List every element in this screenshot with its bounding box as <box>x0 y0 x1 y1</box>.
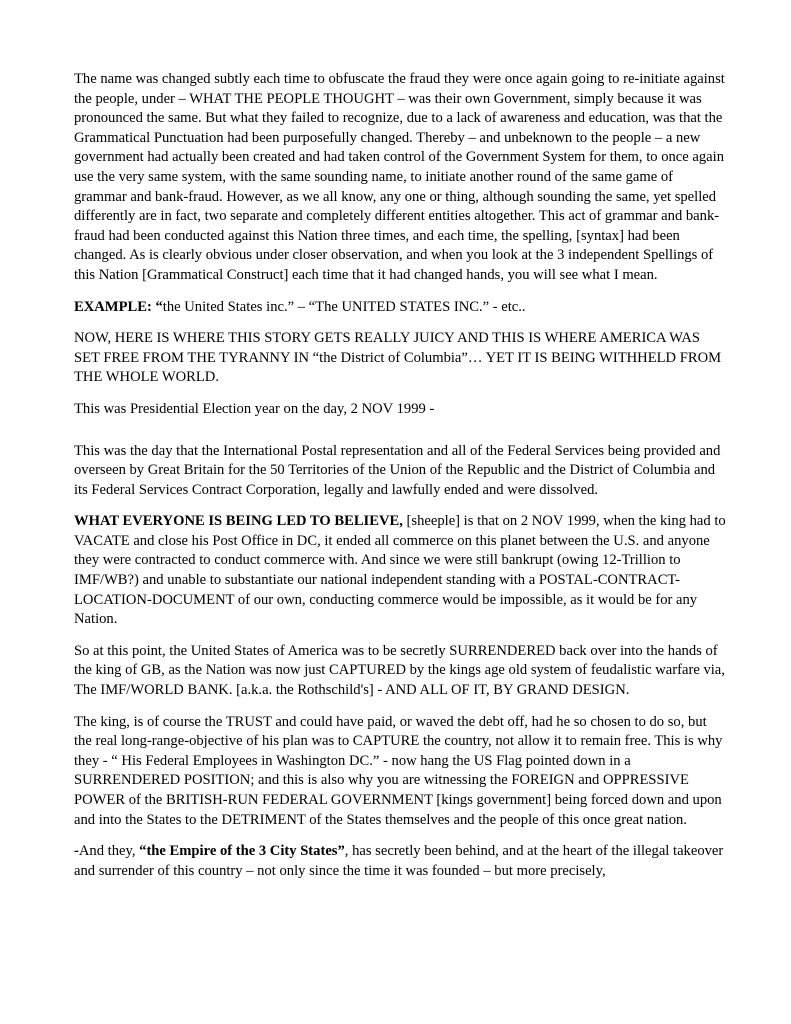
paragraph-juicy: NOW, HERE IS WHERE THIS STORY GETS REALLY JUICY AND THIS IS WHERE AMERICA WAS SET FREE FROM THE TYRANNY IN “the District of Columbia”… YET IT IS BEING WITHHELD FROM THE WHOLE WORLD. <box>74 330 722 386</box>
example-text: the United States inc.” – “The UNITED STATES INC.” - etc.. <box>162 298 526 315</box>
example-label: EXAMPLE: “ <box>74 298 163 315</box>
paragraph-surrendered: So at this point, the United States of America was to be secretly SURRENDERED back over into the hands of the king of GB, as the Nation was now just CAPTURED by the kings age old system of feudalistic warfare via, The IMF/WORLD BANK. [a.k.a. the Rothschild's] - AND ALL OF IT, BY GRAND DESIGN. <box>74 642 725 699</box>
empire-text: , has secretly been behind, and at the heart of the illegal takeover and surrender of this country – not only since the time it was founded – but more precisely, <box>74 843 724 879</box>
paragraph-election-year: This was Presidential Election year on the day, 2 NOV 1999 - <box>74 400 435 417</box>
paragraph-name-changed: The name was changed subtly each time to obfuscate the fraud they were once again going to re-initiate against the people, under – WHAT THE PEOPLE THOUGHT – was their own Government, simply because it was pronounced the same. But what they failed to recognize, due to a lack of awareness and education, was that the Grammatical Punctuation had been purposefully changed. Thereby – and unbeknown to the people – a new government had actually been created and had taken control of the Government System for them, to once again use the very same system, with the same sounding name, to initiate another round of the same game of grammar and bank-fraud. However, as we all know, any one or thing, although sounding the same, yet spelled differently are in fact, two separate and completely different entities altogether. This act of grammar and bank-fraud had been conducted against this Nation three times, and each time, the spelling, [syntax] had been changed. As is clearly obvious under closer observation, and when you look at the 3 independent Spellings of this Nation [Grammatical Construct] each time that it had changed hands, you will see what I mean. <box>74 71 725 283</box>
paragraph-postal-dissolved: This was the day that the International Postal representation and all of the Federal Services being provided and overseen by Great Britain for the 50 Territories of the Union of the Republic and the District of Columbia and its Federal Services Contract Corporation, legally and lawfully ended and were dissolved. <box>74 442 721 498</box>
led-to-believe-text: [sheeple] is that on 2 NOV 1999, when the king had to VACATE and close his Post Office in DC, it ended all commerce on this planet between the U.S. and anyone they were contracted to conduct commerce with. And since we were still bankrupt (owing 12-Trillion to IMF/WB?) and unable to substantiate our national independent standing with a POSTAL-CONTRACT-LOCATION-DOCUMENT of our own, conducting commerce would be impossible, as it would be for any Nation. <box>74 513 726 628</box>
led-to-believe-heading: WHAT EVERYONE IS BEING LED TO BELIEVE, <box>74 513 403 530</box>
paragraph-empire <box>74 842 727 881</box>
paragraph-the-king: The king, is of course the TRUST and could have paid, or waved the debt off, had he so chosen to do so, but the real long-range-objective of his plan was to CAPTURE the country, not allow it to remain free. This is why they - “ His Federal Employees in Washington DC.” - now hang the US Flag pointed down in a SURRENDERED POSITION; and this is also why you are witnessing the FOREIGN and OPPRESSIVE POWER of the BRITISH-RUN FEDERAL GOVERNMENT [kings government] being forced down and upon and into the States to the DETRIMENT of the States themselves and the people of this once great nation. <box>74 713 723 828</box>
empire-dash: - <box>74 843 79 860</box>
paragraph-led-to-believe <box>74 512 727 630</box>
empire-intro: And they, <box>78 843 140 860</box>
paragraph-example <box>74 298 727 318</box>
empire-name: “the Empire of the 3 City States” <box>139 843 345 860</box>
